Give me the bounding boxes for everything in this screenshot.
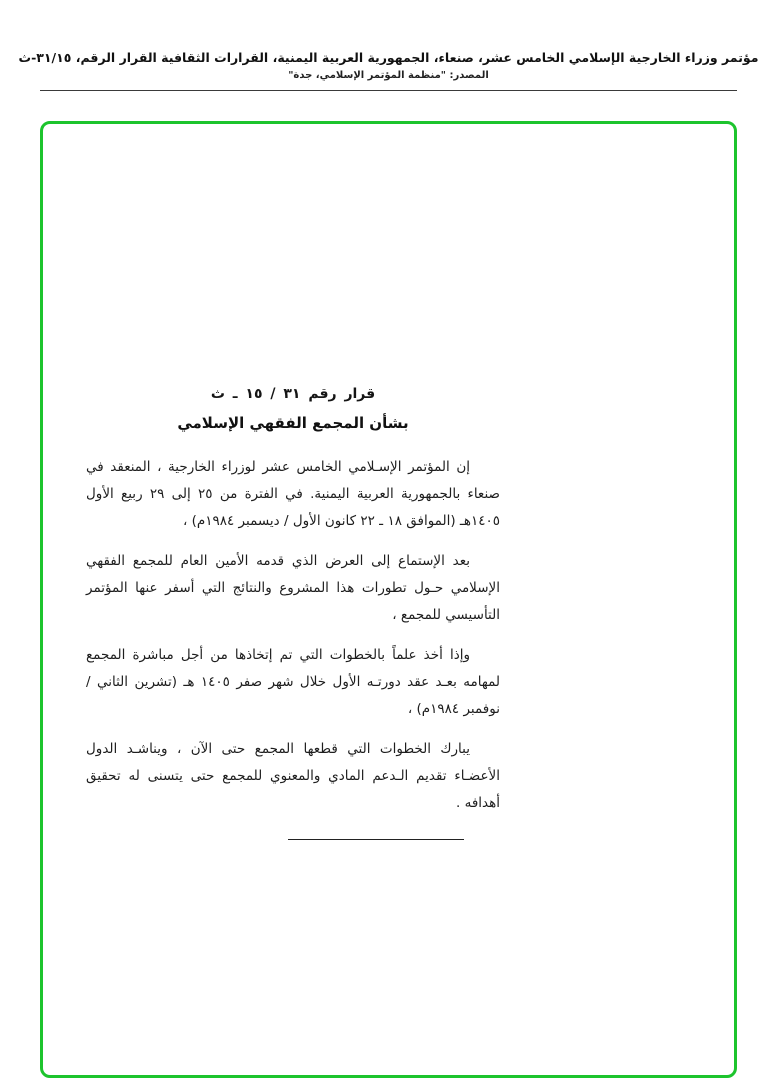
page-header	[0, 0, 777, 81]
scanned-page-frame	[40, 121, 737, 1078]
paragraph-hearing: بعد الإستماع إلى العرض الذي قدمه الأمين العام للمجمع الفقهي الإسلامي حـول تطورات هذا المشروع والنتائج التي أسفر عنها المؤتمر التأسيسي للمجمع ،	[86, 553, 500, 623]
paragraph-preamble: إن المؤتمر الإسـلامي الخامس عشر لوزراء الخارجية ، المنعقد في صنعاء بالجمهورية العربية اليمنية. في الفترة من ٢٥ إلى ٢٩ ربيع الأول ١٤٠٥هـ (الموافق ١٨ ـ ٢٢ كانون الأول / ديسمبر ١٩٨٤م) ،	[86, 459, 500, 529]
resolution-subject-title: بشأن المجمع الفقهي الإسلامي	[177, 414, 409, 432]
header-source: المصدر: "منظمة المؤتمر الإسلامي، جدة"	[288, 70, 489, 81]
resolution-paragraphs	[86, 454, 500, 817]
paragraph-noting: وإذا أخذ علماً بالخطوات التي تم إتخاذها من أجل مباشرة المجمع لمهامه بعـد عقد دورتـه الأول خلال شهر صفر ١٤٠٥ هـ (تشرين الثاني / نوفمبر ١٩٨٤م) ،	[86, 647, 501, 717]
header-divider	[40, 90, 737, 91]
resolution-number-title: قرار رقم ٣١ / ١٥ ـ ث	[210, 386, 376, 402]
header-citation: مؤتمر وزراء الخارجية الإسلامي الخامس عشر، صنعاء، الجمهورية العربية اليمنية، القرارات الثقافية القرار الرقم، ٣١/١٥-ث	[18, 50, 759, 65]
paragraph-resolution: يبارك الخطوات التي قطعها المجمع حتى الآن ، ويناشـد الدول الأعضـاء تقديم الـدعم المادي والمعنوي للمجمع حتى يتسنى له تحقيق أهدافه .	[86, 741, 500, 811]
end-of-document-rule	[288, 839, 464, 840]
document-body	[86, 386, 500, 840]
